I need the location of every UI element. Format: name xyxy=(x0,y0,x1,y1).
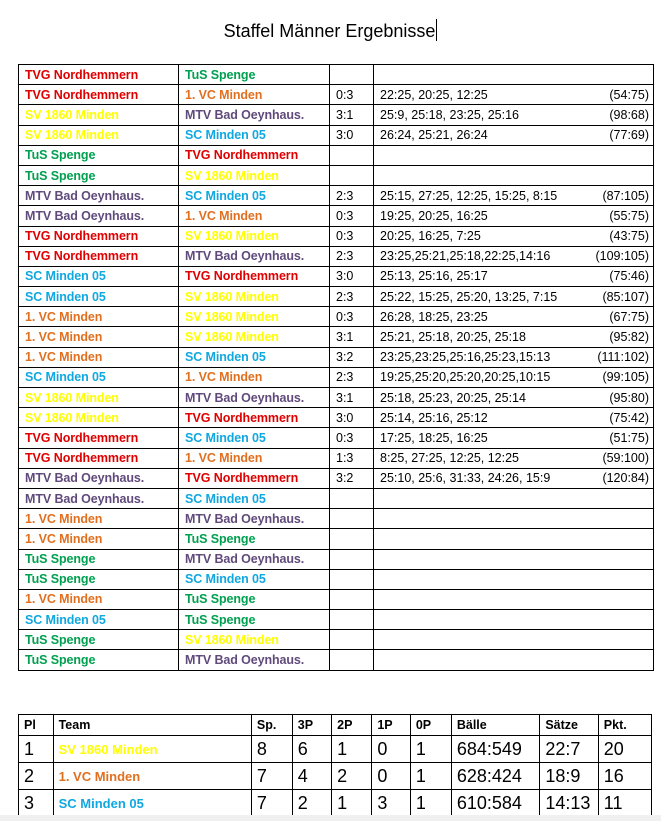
set-scores: 25:13, 25:16, 25:17 xyxy=(380,269,488,284)
fixture-row xyxy=(19,165,654,185)
match-score xyxy=(330,509,374,529)
set-results-line xyxy=(380,126,653,144)
standings-cell: 2 xyxy=(19,763,54,790)
set-results-line xyxy=(380,247,653,265)
standings-cell: 1 xyxy=(410,790,451,817)
set-results xyxy=(374,347,654,367)
set-scores: 25:15, 27:25, 12:25, 15:25, 8:15 xyxy=(380,188,558,203)
standings-cell: 1 xyxy=(332,790,372,817)
set-results xyxy=(374,206,654,226)
set-results xyxy=(374,549,654,569)
away-team: TVG Nordhemmern xyxy=(179,468,330,488)
set-results xyxy=(374,65,654,85)
set-results xyxy=(374,287,654,307)
set-results xyxy=(374,226,654,246)
column-header: 3P xyxy=(292,715,331,736)
fixture-row xyxy=(19,408,654,428)
home-team: MTV Bad Oeynhaus. xyxy=(19,206,179,226)
away-team: MTV Bad Oeynhaus. xyxy=(179,650,330,670)
set-results-line xyxy=(380,86,653,104)
set-results-line xyxy=(380,469,653,487)
team-name: SC Minden 05 xyxy=(53,790,251,817)
fixture-row xyxy=(19,226,654,246)
standings-cell: 0 xyxy=(372,736,411,763)
fixture-row xyxy=(19,186,654,206)
home-team: TVG Nordhemmern xyxy=(19,428,179,448)
match-score: 3:1 xyxy=(330,105,374,125)
home-team: TuS Spenge xyxy=(19,145,179,165)
match-score: 2:3 xyxy=(330,367,374,387)
fixture-row xyxy=(19,569,654,589)
set-results-line xyxy=(380,429,653,447)
column-header: Bälle xyxy=(451,715,539,736)
away-team: 1. VC Minden xyxy=(179,206,330,226)
set-results xyxy=(374,105,654,125)
match-score: 3:0 xyxy=(330,408,374,428)
fixture-row xyxy=(19,589,654,609)
match-score xyxy=(330,569,374,589)
set-results xyxy=(374,488,654,508)
team-name: SV 1860 Minden xyxy=(53,736,251,763)
away-team: SV 1860 Minden xyxy=(179,327,330,347)
set-results xyxy=(374,509,654,529)
fixture-row xyxy=(19,388,654,408)
standings-cell: 1 xyxy=(410,763,451,790)
away-team: SV 1860 Minden xyxy=(179,165,330,185)
fixture-row xyxy=(19,105,654,125)
home-team: 1. VC Minden xyxy=(19,347,179,367)
home-team: MTV Bad Oeynhaus. xyxy=(19,468,179,488)
match-score xyxy=(330,610,374,630)
home-team: 1. VC Minden xyxy=(19,509,179,529)
column-header: Sp. xyxy=(251,715,292,736)
away-team: TuS Spenge xyxy=(179,529,330,549)
page-edge xyxy=(0,815,661,821)
home-team: SC Minden 05 xyxy=(19,367,179,387)
away-team: TVG Nordhemmern xyxy=(179,145,330,165)
standings-cell: 628:424 xyxy=(451,763,539,790)
set-scores: 23:25,23:25,25:16,25:23,15:13 xyxy=(380,350,551,365)
set-scores: 20:25, 16:25, 7:25 xyxy=(380,229,481,244)
home-team: SV 1860 Minden xyxy=(19,105,179,125)
match-score xyxy=(330,549,374,569)
set-results-line xyxy=(380,328,653,346)
home-team: 1. VC Minden xyxy=(19,589,179,609)
ball-total: (55:75) xyxy=(609,208,649,223)
set-scores: 23:25,25:21,25:18,22:25,14:16 xyxy=(380,249,551,264)
set-results xyxy=(374,610,654,630)
standings-cell: 4 xyxy=(292,763,331,790)
set-scores: 26:24, 25:21, 26:24 xyxy=(380,128,488,143)
fixture-row xyxy=(19,206,654,226)
set-scores: 25:18, 25:23, 20:25, 25:14 xyxy=(380,390,526,405)
away-team: 1. VC Minden xyxy=(179,85,330,105)
set-scores: 25:9, 25:18, 23:25, 25:16 xyxy=(380,107,520,122)
match-score xyxy=(330,488,374,508)
standings-row xyxy=(19,790,652,817)
set-results xyxy=(374,145,654,165)
home-team: SC Minden 05 xyxy=(19,266,179,286)
document-title[interactable]: Staffel Männer Ergebnisse xyxy=(223,21,436,41)
fixture-row xyxy=(19,610,654,630)
away-team: TuS Spenge xyxy=(179,589,330,609)
match-score: 3:0 xyxy=(330,125,374,145)
match-score: 3:1 xyxy=(330,327,374,347)
match-score: 3:2 xyxy=(330,468,374,488)
set-results-line xyxy=(380,308,653,326)
set-results-line xyxy=(380,207,653,225)
fixture-row xyxy=(19,266,654,286)
fixture-row xyxy=(19,246,654,266)
standings-cell: 7 xyxy=(251,763,292,790)
away-team: SV 1860 Minden xyxy=(179,226,330,246)
standings-row xyxy=(19,736,652,763)
ball-total: (85:107) xyxy=(602,289,649,304)
home-team: SV 1860 Minden xyxy=(19,408,179,428)
away-team: TVG Nordhemmern xyxy=(179,266,330,286)
standings-cell: 20 xyxy=(598,736,651,763)
fixture-row xyxy=(19,509,654,529)
match-score xyxy=(330,589,374,609)
set-scores: 19:25,25:20,25:20,20:25,10:15 xyxy=(380,370,551,385)
standings-cell: 1 xyxy=(332,736,372,763)
fixture-row xyxy=(19,347,654,367)
column-header: Sätze xyxy=(540,715,598,736)
standings-row xyxy=(19,763,652,790)
set-scores: 19:25, 20:25, 16:25 xyxy=(380,208,488,223)
standings-cell: 8 xyxy=(251,736,292,763)
match-score: 0:3 xyxy=(330,85,374,105)
set-results xyxy=(374,569,654,589)
set-results-line xyxy=(380,288,653,306)
set-results-line xyxy=(380,187,653,205)
standings-cell: 0 xyxy=(372,763,411,790)
home-team: TuS Spenge xyxy=(19,569,179,589)
standings-cell: 2 xyxy=(292,790,331,817)
ball-total: (87:105) xyxy=(602,188,649,203)
set-results xyxy=(374,327,654,347)
away-team: SC Minden 05 xyxy=(179,488,330,508)
set-results-line xyxy=(380,368,653,386)
standings-cell: 16 xyxy=(598,763,651,790)
home-team: SV 1860 Minden xyxy=(19,388,179,408)
match-score: 3:1 xyxy=(330,388,374,408)
set-scores: 25:21, 25:18, 20:25, 25:18 xyxy=(380,330,526,345)
ball-total: (95:80) xyxy=(609,390,649,405)
column-header: 1P xyxy=(372,715,411,736)
match-score xyxy=(330,529,374,549)
ball-total: (120:84) xyxy=(602,471,649,486)
standings-cell: 610:584 xyxy=(451,790,539,817)
away-team: 1. VC Minden xyxy=(179,367,330,387)
set-scores: 25:10, 25:6, 31:33, 24:26, 15:9 xyxy=(380,471,551,486)
fixture-row xyxy=(19,650,654,670)
set-results xyxy=(374,307,654,327)
set-results-line xyxy=(380,348,653,366)
ball-total: (75:42) xyxy=(609,410,649,425)
ball-total: (67:75) xyxy=(609,309,649,324)
set-scores: 25:14, 25:16, 25:12 xyxy=(380,410,488,425)
home-team: TuS Spenge xyxy=(19,165,179,185)
away-team: SV 1860 Minden xyxy=(179,307,330,327)
set-results xyxy=(374,650,654,670)
set-results xyxy=(374,367,654,387)
match-score: 0:3 xyxy=(330,307,374,327)
away-team: SV 1860 Minden xyxy=(179,630,330,650)
ball-total: (51:75) xyxy=(609,430,649,445)
standings-cell: 1 xyxy=(410,736,451,763)
home-team: SC Minden 05 xyxy=(19,610,179,630)
standings-cell: 1 xyxy=(19,736,54,763)
set-results xyxy=(374,408,654,428)
standings-table xyxy=(18,714,652,817)
ball-total: (75:46) xyxy=(609,269,649,284)
away-team: SC Minden 05 xyxy=(179,428,330,448)
team-name: 1. VC Minden xyxy=(53,763,251,790)
home-team: TVG Nordhemmern xyxy=(19,246,179,266)
set-results-line xyxy=(380,389,653,407)
away-team: SC Minden 05 xyxy=(179,125,330,145)
set-results xyxy=(374,529,654,549)
set-results xyxy=(374,630,654,650)
match-score xyxy=(330,630,374,650)
match-score: 0:3 xyxy=(330,226,374,246)
match-score: 3:0 xyxy=(330,266,374,286)
match-score xyxy=(330,65,374,85)
set-results-line xyxy=(380,267,653,285)
ball-total: (54:75) xyxy=(609,87,649,102)
away-team: SC Minden 05 xyxy=(179,186,330,206)
away-team: TuS Spenge xyxy=(179,610,330,630)
set-scores: 26:28, 18:25, 23:25 xyxy=(380,309,488,324)
set-scores: 25:22, 15:25, 25:20, 13:25, 7:15 xyxy=(380,289,558,304)
home-team: TVG Nordhemmern xyxy=(19,65,179,85)
column-header: 2P xyxy=(332,715,372,736)
standings-cell: 3 xyxy=(372,790,411,817)
set-results xyxy=(374,448,654,468)
set-results xyxy=(374,428,654,448)
home-team: MTV Bad Oeynhaus. xyxy=(19,488,179,508)
set-results xyxy=(374,186,654,206)
match-score xyxy=(330,165,374,185)
away-team: MTV Bad Oeynhaus. xyxy=(179,549,330,569)
fixture-row xyxy=(19,125,654,145)
fixture-row xyxy=(19,65,654,85)
standings-cell: 7 xyxy=(251,790,292,817)
home-team: TVG Nordhemmern xyxy=(19,226,179,246)
ball-total: (109:105) xyxy=(595,249,649,264)
home-team: TVG Nordhemmern xyxy=(19,85,179,105)
set-results-line xyxy=(380,409,653,427)
ball-total: (59:100) xyxy=(602,451,649,466)
set-results xyxy=(374,388,654,408)
set-scores: 17:25, 18:25, 16:25 xyxy=(380,430,488,445)
away-team: 1. VC Minden xyxy=(179,448,330,468)
standings-cell: 6 xyxy=(292,736,331,763)
away-team: TuS Spenge xyxy=(179,65,330,85)
ball-total: (77:69) xyxy=(609,128,649,143)
standings-header-row xyxy=(19,715,652,736)
standings-cell: 11 xyxy=(598,790,651,817)
fixture-row xyxy=(19,448,654,468)
fixture-row xyxy=(19,367,654,387)
match-score: 2:3 xyxy=(330,287,374,307)
column-header: Pl xyxy=(19,715,54,736)
set-results xyxy=(374,266,654,286)
set-results xyxy=(374,125,654,145)
fixture-row xyxy=(19,145,654,165)
away-team: MTV Bad Oeynhaus. xyxy=(179,388,330,408)
away-team: MTV Bad Oeynhaus. xyxy=(179,246,330,266)
match-score: 3:2 xyxy=(330,347,374,367)
fixture-row xyxy=(19,488,654,508)
standings-cell: 18:9 xyxy=(540,763,598,790)
match-score xyxy=(330,650,374,670)
match-score: 2:3 xyxy=(330,246,374,266)
column-header: 0P xyxy=(410,715,451,736)
home-team: 1. VC Minden xyxy=(19,529,179,549)
home-team: SV 1860 Minden xyxy=(19,125,179,145)
set-scores: 8:25, 27:25, 12:25, 12:25 xyxy=(380,451,520,466)
set-results-line xyxy=(380,449,653,467)
set-results xyxy=(374,468,654,488)
ball-total: (98:68) xyxy=(609,107,649,122)
home-team: TVG Nordhemmern xyxy=(19,448,179,468)
away-team: SC Minden 05 xyxy=(179,347,330,367)
fixture-row xyxy=(19,630,654,650)
away-team: MTV Bad Oeynhaus. xyxy=(179,105,330,125)
away-team: MTV Bad Oeynhaus. xyxy=(179,509,330,529)
away-team: SC Minden 05 xyxy=(179,569,330,589)
ball-total: (95:82) xyxy=(609,330,649,345)
standings-cell: 684:549 xyxy=(451,736,539,763)
home-team: MTV Bad Oeynhaus. xyxy=(19,186,179,206)
set-scores: 22:25, 20:25, 12:25 xyxy=(380,87,488,102)
match-score: 0:3 xyxy=(330,428,374,448)
match-score: 1:3 xyxy=(330,448,374,468)
fixture-row xyxy=(19,327,654,347)
set-results xyxy=(374,246,654,266)
away-team: TVG Nordhemmern xyxy=(179,408,330,428)
home-team: TuS Spenge xyxy=(19,630,179,650)
set-results xyxy=(374,165,654,185)
match-score: 0:3 xyxy=(330,206,374,226)
standings-cell: 14:13 xyxy=(540,790,598,817)
fixture-row xyxy=(19,287,654,307)
fixture-row xyxy=(19,307,654,327)
column-header: Pkt. xyxy=(598,715,651,736)
fixture-row xyxy=(19,85,654,105)
ball-total: (99:105) xyxy=(602,370,649,385)
home-team: TuS Spenge xyxy=(19,650,179,670)
away-team: SV 1860 Minden xyxy=(179,287,330,307)
fixture-row xyxy=(19,549,654,569)
fixture-row xyxy=(19,428,654,448)
home-team: TuS Spenge xyxy=(19,549,179,569)
ball-total: (43:75) xyxy=(609,229,649,244)
set-results xyxy=(374,85,654,105)
standings-cell: 2 xyxy=(332,763,372,790)
home-team: 1. VC Minden xyxy=(19,327,179,347)
fixtures-table xyxy=(18,64,654,671)
match-score xyxy=(330,145,374,165)
fixture-row xyxy=(19,468,654,488)
set-results-line xyxy=(380,106,653,124)
home-team: SC Minden 05 xyxy=(19,287,179,307)
standings-cell: 22:7 xyxy=(540,736,598,763)
match-score: 2:3 xyxy=(330,186,374,206)
set-results-line xyxy=(380,227,653,245)
column-header: Team xyxy=(53,715,251,736)
ball-total: (111:102) xyxy=(597,350,649,365)
text-cursor xyxy=(436,19,437,41)
standings-cell: 3 xyxy=(19,790,54,817)
home-team: 1. VC Minden xyxy=(19,307,179,327)
fixture-row xyxy=(19,529,654,549)
set-results xyxy=(374,589,654,609)
